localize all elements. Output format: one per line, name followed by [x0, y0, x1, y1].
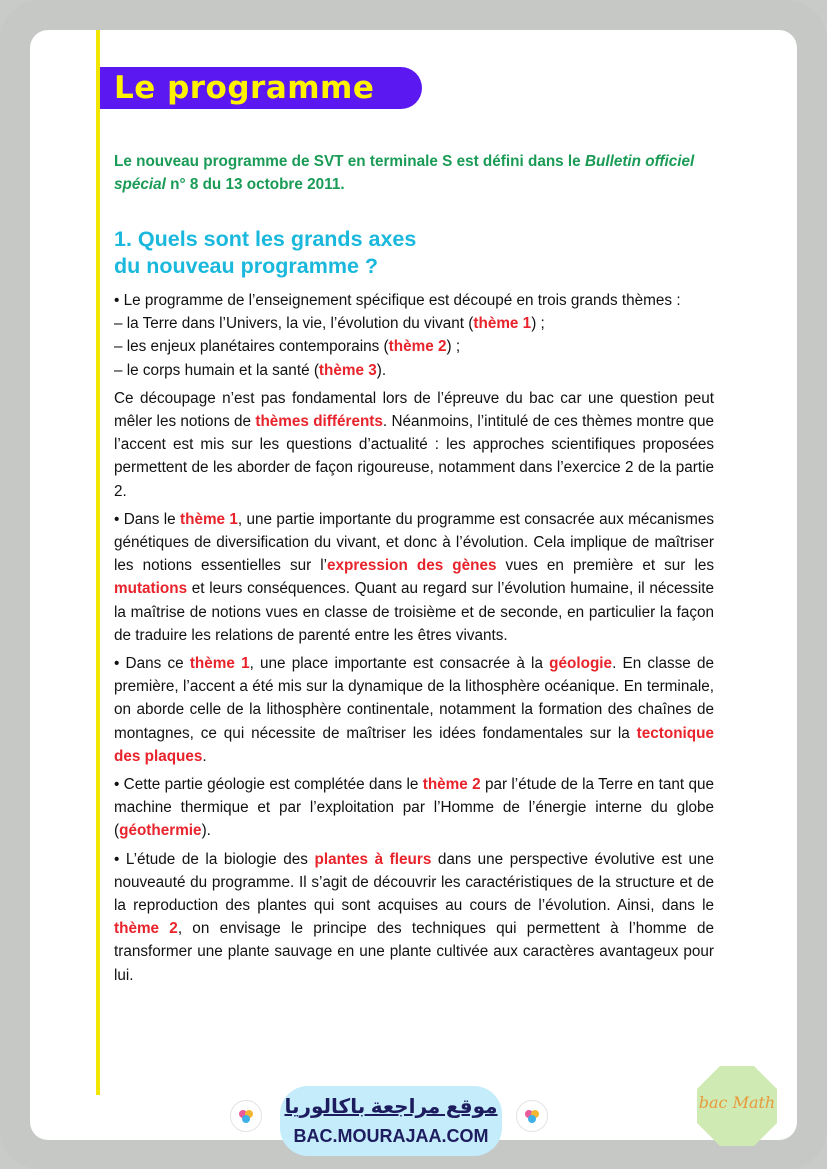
- theme-item-text: – la Terre dans l’Univers, la vie, l’évolution du vivant (: [114, 315, 474, 333]
- text-run: ).: [201, 822, 211, 840]
- highlight: thème 2: [422, 776, 481, 794]
- margin-accent-bar: [96, 30, 100, 1095]
- highlight: thème 1: [180, 510, 238, 528]
- theme-tag: thème 2: [388, 338, 447, 356]
- section-heading: [114, 226, 614, 280]
- highlight: thème 1: [189, 655, 250, 673]
- theme-tag: thème 3: [318, 361, 377, 379]
- paragraph-themes: [114, 289, 714, 382]
- text-run: et leurs conséquences. Quant au regard sur l’évolution humaine, il nécessite la maîtrise de notions vues en classe de troisième et de seconde, en particulier la façon de traduire les relations de parenté entre les êtres vivants.: [114, 580, 714, 644]
- theme-item-text: – les enjeux planétaires contemporains (: [114, 338, 389, 356]
- paragraph-decoupage: [114, 387, 714, 503]
- intro-text-end: n° 8 du 13 octobre 2011.: [165, 176, 345, 193]
- intro-text: Le nouveau programme de SVT en terminale S est défini dans le: [114, 153, 585, 170]
- text-run: . En classe de première, l’accent a été mis sur la dynamique de la lithosphère océanique. En terminale, on aborde celle de la lithosphère continentale, notamment la formation des chaînes de montagnes, ce qui nécessite de maîtriser les idées fondamentales sur la: [114, 655, 714, 742]
- site-logo-icon-left: [230, 1100, 262, 1132]
- text-run: • L’étude de la biologie des: [114, 850, 315, 868]
- highlight: expression des gènes: [327, 557, 497, 575]
- body-text: [114, 289, 714, 992]
- theme-item-2: [114, 335, 714, 358]
- text-run: . Néanmoins, l’intitulé de ces thèmes montre que l’accent est mis sur les questions d’actualité : les approches scientifiques proposées permettent de les aborder de façon rigoureuse, notamment dans l’exercice 2 de la partie 2.: [114, 413, 714, 500]
- highlight: thème 2: [114, 920, 178, 938]
- paragraph-theme2-geothermy: [114, 773, 714, 843]
- paragraph-theme2-plants: [114, 848, 714, 987]
- theme-item-end: ) ;: [531, 315, 545, 333]
- theme-item-text: – le corps humain et la santé (: [114, 361, 319, 379]
- paragraph-theme1-genetics: [114, 508, 714, 647]
- text-run: • Dans le: [114, 510, 180, 528]
- highlight: mutations: [114, 580, 188, 598]
- text-run: , on envisage le principe des techniques qui permettent à l’homme de transformer une plante sauvage en une plante cultivée aux caractères avantageux pour lui.: [114, 920, 714, 984]
- text-run: Ce découpage n’est pas fondamental lors de l’épreuve du bac car une question peut mêler les notions de: [114, 389, 714, 431]
- site-logo-icon-right: [516, 1100, 548, 1132]
- footer-site-name[interactable]: موقع مراجعة باكالوريا: [284, 1096, 498, 1118]
- highlight: géologie: [549, 655, 613, 673]
- section-heading-line2: du nouveau programme ?: [114, 254, 379, 278]
- paragraph-theme1-geology: [114, 652, 714, 768]
- highlight: géothermie: [119, 822, 202, 840]
- theme-item-1: [114, 312, 714, 335]
- highlight: tectonique des plaques: [114, 724, 714, 765]
- text-run: , une partie importante du programme est consacrée aux mécanismes génétiques de diversification du vivant, et donc à l’évolution. Cela implique de maîtriser les notions essentielles sur l’: [114, 510, 714, 575]
- footer-site-url[interactable]: BAC.MOURAJAA.COM: [293, 1126, 489, 1146]
- text-run: dans une perspective évolutive est une nouveauté du programme. Il s’agit de découvrir les caractéristiques de la structure et de la reproduction des plantes qui sont acquises au cours de l’évolution. Ainsi, dans le: [114, 850, 715, 915]
- themes-intro: • Le programme de l’enseignement spécifique est découpé en trois grands thèmes :: [114, 292, 681, 309]
- text-run: • Dans ce: [114, 655, 190, 673]
- highlight: thèmes différents: [255, 413, 383, 431]
- page-title: Le programme: [114, 70, 375, 106]
- intro-paragraph: [114, 150, 714, 196]
- text-run: , une place importante est consacrée à la: [249, 655, 550, 673]
- intro-italic: Bulletin officiel spécial: [114, 153, 695, 193]
- section-heading-line1: 1. Quels sont les grands axes: [114, 227, 417, 251]
- theme-item-3: [114, 359, 714, 382]
- text-run: vues en première et sur les: [496, 557, 715, 575]
- theme-item-end: ) ;: [446, 338, 461, 356]
- bac-math-badge-label: bac Math: [698, 1093, 776, 1112]
- text-run: par l’étude de la Terre en tant que machine thermique et par l’exploitation par l’Homme de l’énergie interne du globe (: [114, 776, 715, 840]
- theme-item-end: ).: [376, 361, 387, 379]
- theme-tag: thème 1: [473, 315, 532, 333]
- highlight: plantes à fleurs: [314, 850, 432, 868]
- text-run: .: [202, 747, 207, 765]
- text-run: • Cette partie géologie est complétée dans le: [114, 776, 423, 794]
